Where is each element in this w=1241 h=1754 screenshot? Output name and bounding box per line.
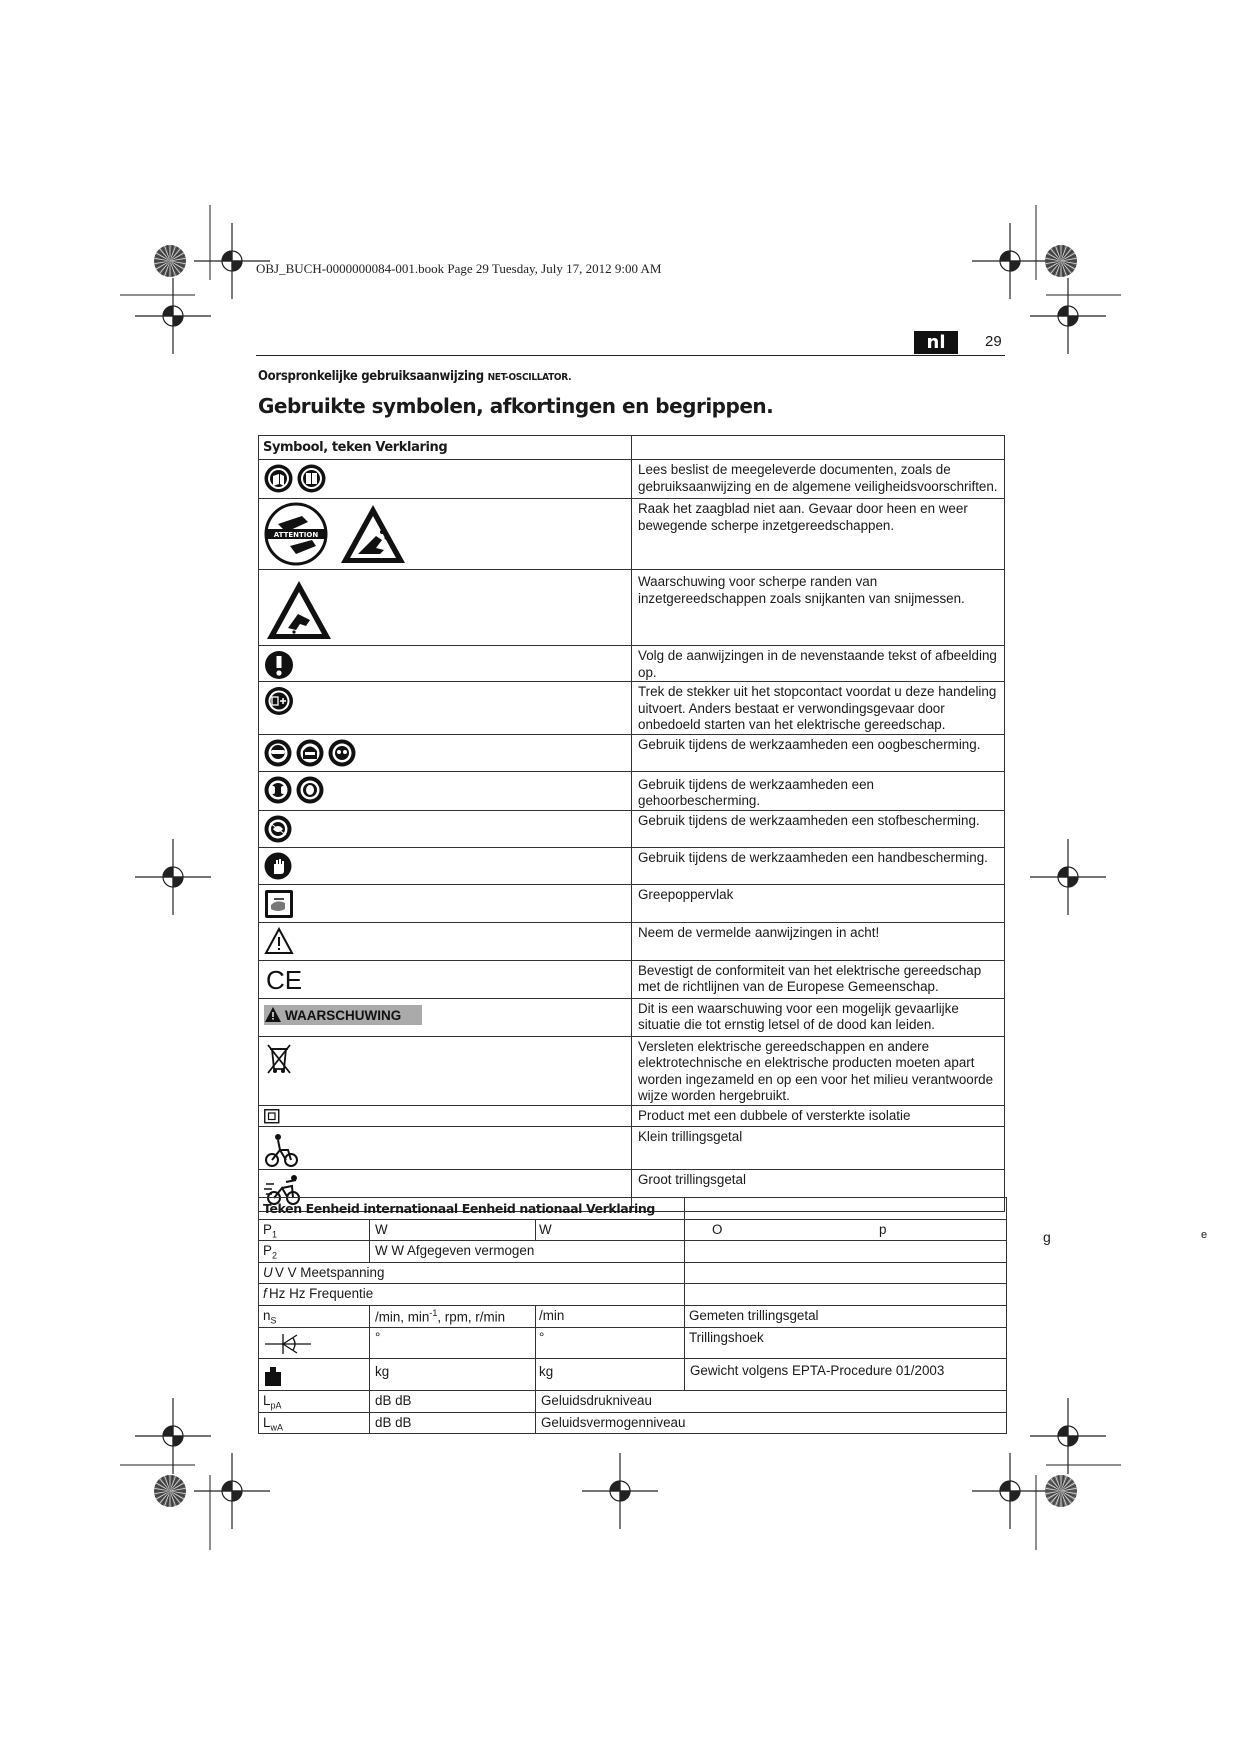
- unit-explanation-fragment: p: [879, 1222, 887, 1237]
- weight-icon: [263, 1365, 283, 1387]
- color-rosette: [1045, 1475, 1077, 1507]
- unit-international: dB dB: [375, 1393, 412, 1408]
- table-row: [259, 1105, 1005, 1126]
- page-number: 29: [985, 333, 1002, 350]
- unit-national: °: [539, 1330, 545, 1345]
- table-row: [259, 771, 1005, 810]
- warning-banner-icon: [264, 1005, 422, 1025]
- color-rosette: [154, 1475, 186, 1507]
- unit-international: kg: [375, 1364, 390, 1379]
- table-row: [259, 460, 1005, 499]
- unit-international: °: [375, 1330, 381, 1345]
- table-row: [259, 734, 1005, 771]
- table-row: [259, 1241, 1006, 1263]
- eye-protection-icon: [264, 739, 292, 767]
- unit-explanation: Gemeten trillingsgetal: [689, 1308, 819, 1323]
- unit-symbol: U: [263, 1265, 273, 1280]
- manual-subtitle: [258, 369, 571, 384]
- subtitle-product: NET-OSCILLATOR.: [487, 372, 572, 383]
- warning-banner-label: WAARSCHUWING: [285, 1007, 402, 1023]
- unit-international: W W Afgegeven vermogen: [375, 1243, 535, 1258]
- unit-national: Geluidsvermogenniveau: [541, 1415, 686, 1430]
- table-row: [259, 1036, 1005, 1105]
- grip-surface-icon: [264, 889, 294, 919]
- ce-mark-icon: [264, 965, 304, 993]
- symbol-description: Trek de stekker uit het stopcontact voordat u deze handeling uitvoert. Anders bestaat er verwondingsgevaar door onbedoeld starten van het elektrische gereedschap.: [632, 682, 1005, 735]
- table-row: [259, 499, 1005, 570]
- unit-national: W: [539, 1222, 552, 1237]
- unit-national: Geluidsdrukniveau: [541, 1393, 652, 1408]
- symbols-table: [258, 435, 1005, 1212]
- stray-glyph-g: g: [1043, 1229, 1051, 1245]
- mandatory-action-icon: [264, 650, 294, 680]
- attention-label: ATTENTION: [273, 531, 319, 539]
- unit-symbol: f: [263, 1286, 267, 1301]
- earmuffs-icon: [296, 776, 324, 804]
- oscillation-angle-icon: [263, 1332, 313, 1356]
- table-row: [259, 884, 1005, 922]
- stray-glyph-e: e: [1201, 1229, 1208, 1241]
- symbol-description: Raak het zaagblad niet aan. Gevaar door heen en weer bewegende scherpe inzetgereedschappen.: [632, 499, 1005, 570]
- color-rosette: [154, 245, 186, 277]
- symbol-description: Gebruik tijdens de werkzaamheden een gehoorbescherming.: [632, 771, 1005, 810]
- sharp-edges-warning-icon: [264, 578, 334, 642]
- unit-international: dB dB: [375, 1415, 412, 1430]
- table-row: [259, 1306, 1006, 1328]
- face-shield-icon: [296, 739, 324, 767]
- bicycle-slow-icon: [264, 1131, 300, 1169]
- table-row: [259, 1413, 1006, 1434]
- table-row: [259, 1284, 1006, 1306]
- general-warning-icon: [264, 927, 294, 955]
- hand-protection-icon: [264, 852, 292, 880]
- unplug-icon: [264, 686, 294, 716]
- goggles-icon: [328, 739, 356, 767]
- double-insulation-icon: [264, 1109, 280, 1124]
- table-row: [259, 1359, 1006, 1391]
- symbol-description: Groot trillingsgetal: [632, 1169, 1005, 1211]
- table-row: [259, 810, 1005, 847]
- symbol-description: Gebruik tijdens de werkzaamheden een handbescherming.: [632, 847, 1005, 884]
- table-row: [259, 682, 1005, 735]
- symbol-description: Lees beslist de meegeleverde documenten, zoals de gebruiksaanwijzing en de algemene veiligheidsvoorschriften.: [632, 460, 1005, 499]
- symbol-description: Product met een dubbele of versterkte isolatie: [632, 1105, 1005, 1126]
- book-icon: [297, 464, 326, 493]
- unit-international: /min, $\min^{-1}$, rpm, r/min: [375, 1308, 506, 1325]
- symbol-description: Gebruik tijdens de werkzaamheden een oogbescherming.: [632, 734, 1005, 771]
- header-rule: [256, 355, 1005, 356]
- symbol-description: Greepoppervlak: [632, 884, 1005, 922]
- sharp-tool-warning-icon: [338, 502, 408, 566]
- table-row: [259, 998, 1005, 1036]
- symbol-description: Bevestigt de conformiteit van het elektrische gereedschap met de richtlijnen van de Europese Gemeenschap.: [632, 960, 1005, 998]
- table-row: [259, 1126, 1005, 1169]
- symbol-description: Klein trillingsgetal: [632, 1126, 1005, 1169]
- units-table-header: [259, 1198, 1006, 1220]
- unit-symbol: $P_2$: [263, 1243, 277, 1261]
- symbol-description: Gebruik tijdens de werkzaamheden een stofbescherming.: [632, 810, 1005, 847]
- symbol-description: Waarschuwing voor scherpe randen van inzetgereedschappen zoals snijkanten van snijmessen.: [632, 570, 1005, 646]
- symbol-description: Neem de vermelde aanwijzingen in acht!: [632, 922, 1005, 960]
- table-row: [259, 847, 1005, 884]
- color-rosette: [1045, 245, 1077, 277]
- symbol-description: Volg de aanwijzingen in de nevenstaande tekst of afbeelding op.: [632, 646, 1005, 682]
- unit-national: kg: [539, 1364, 554, 1379]
- no-touch-blade-icon: [264, 502, 328, 566]
- ce-mark-label: CE: [266, 964, 303, 993]
- unit-symbol: $L_{pA}$: [263, 1393, 282, 1411]
- table-row: [259, 1220, 1006, 1241]
- unit-international: Hz Hz Frequentie: [269, 1286, 374, 1301]
- table-row: [259, 960, 1005, 998]
- units-header-text: Teken Eenheid internationaal Eenheid nationaal Verklaring: [263, 1201, 655, 1216]
- language-badge: nl: [914, 331, 958, 354]
- weee-bin-icon: [264, 1041, 294, 1075]
- unit-symbol: $L_{wA}$: [263, 1415, 283, 1433]
- book-header-line: OBJ_BUCH-0000000084-001.book Page 29 Tuesday, July 17, 2012 9:00 AM: [256, 261, 662, 276]
- unit-symbol: $P_1$: [263, 1222, 277, 1240]
- page-title: Gebruikte symbolen, afkortingen en begrippen.: [258, 394, 774, 418]
- unit-national: /min: [539, 1308, 565, 1323]
- unit-international: W: [375, 1222, 388, 1237]
- table-row: [259, 570, 1005, 646]
- unit-explanation: Gewicht volgens EPTA-Procedure 01/2003: [690, 1363, 945, 1378]
- table-row: [259, 1328, 1006, 1359]
- read-manual-icon: [264, 464, 293, 493]
- subtitle-main: Oorspronkelijke gebruiksaanwijzing: [258, 369, 488, 384]
- ear-protection-icon: [264, 776, 292, 804]
- symbol-description: Versleten elektrische gereedschappen en andere elektrotechnische en elektrische producten moeten apart worden ingezameld en op een voor het milieu verantwoorde wijze worden hergebruikt.: [632, 1036, 1005, 1105]
- unit-international: V V Meetspanning: [275, 1265, 385, 1280]
- dust-mask-icon: [264, 815, 292, 843]
- unit-symbol: $n_S$: [263, 1308, 277, 1326]
- symbol-description: Dit is een waarschuwing voor een mogelijk gevaarlijke situatie die tot ernstig letsel of de dood kan leiden.: [632, 998, 1005, 1036]
- symbols-table-header-blank: [632, 436, 1005, 460]
- table-row: [259, 922, 1005, 960]
- table-row: [259, 646, 1005, 682]
- table-row: [259, 1391, 1006, 1413]
- unit-explanation: Trillingshoek: [689, 1330, 764, 1345]
- unit-explanation-fragment: O: [712, 1222, 723, 1237]
- symbols-table-header: Symbool, teken Verklaring: [259, 436, 632, 460]
- units-table: [258, 1197, 1007, 1434]
- table-row: [259, 1263, 1006, 1284]
